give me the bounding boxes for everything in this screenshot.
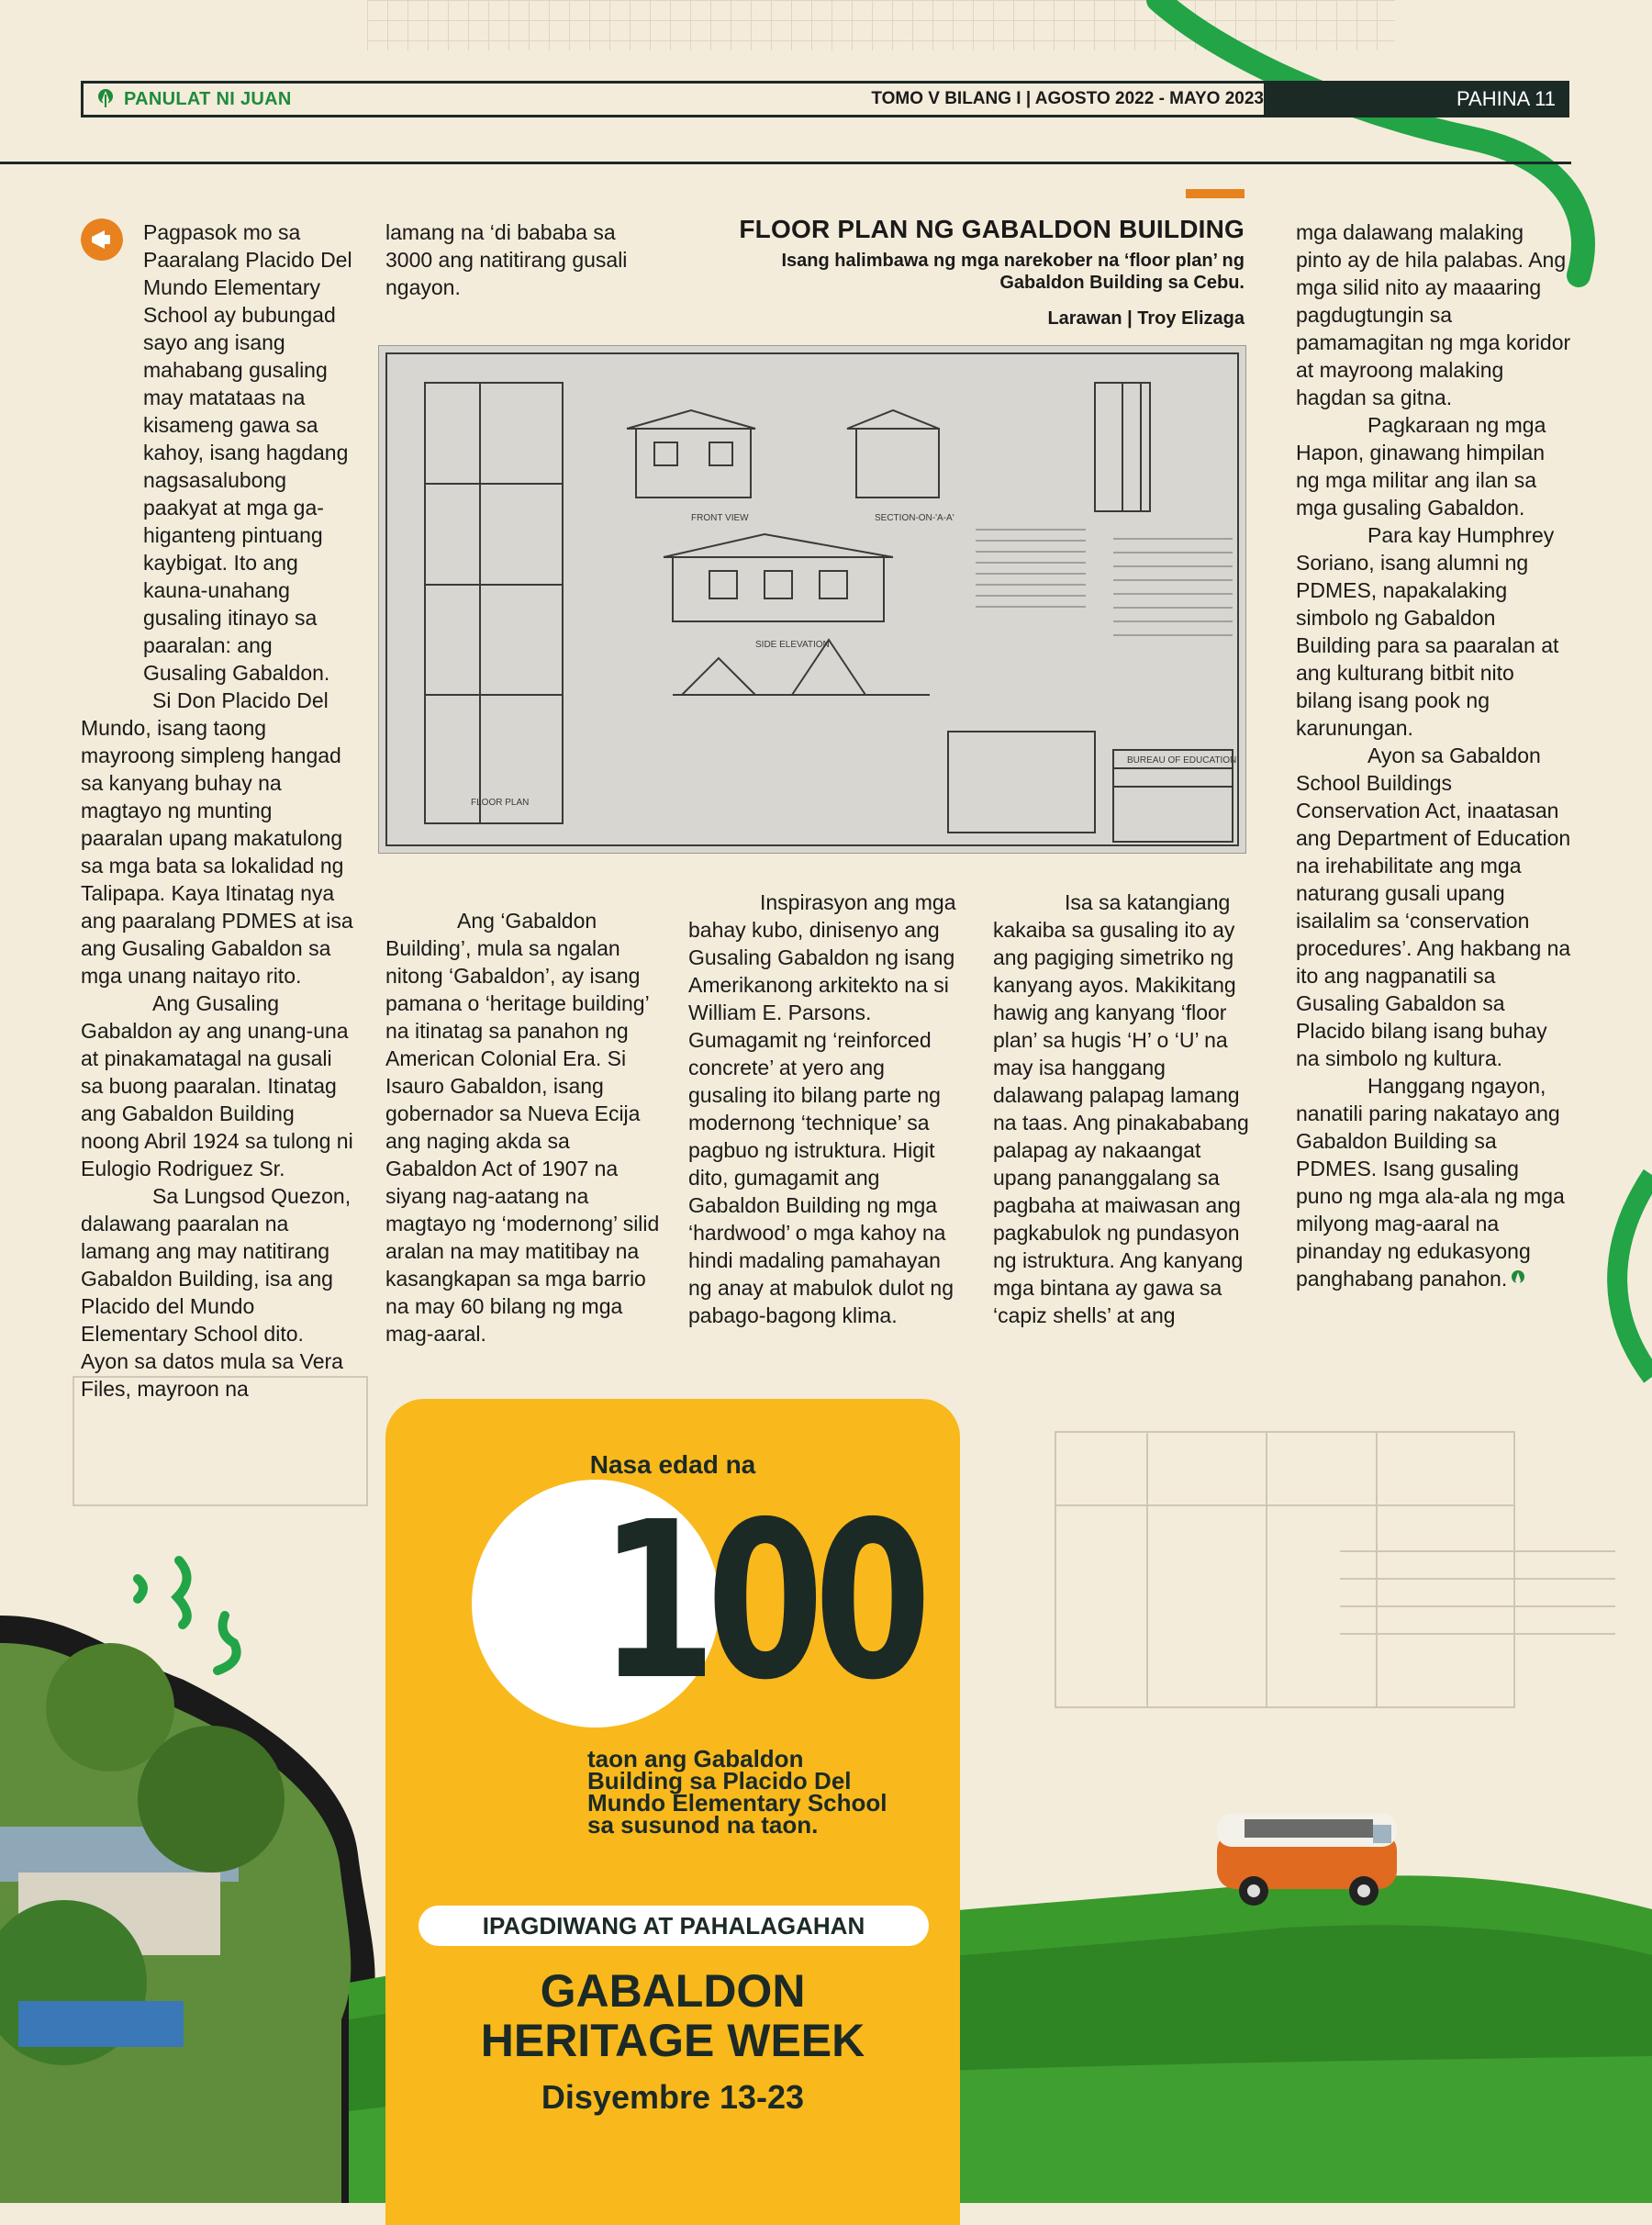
figure-subtitle: Isang halimbawa ng mga narekober na ‘floor plan’ ng Gabaldon Building sa Cebu. bbox=[781, 251, 1245, 293]
paragraph: Si Don Placido Del Mundo, isang taong mayroong simpleng hangad sa kanyang buhay na magtayo ng munting paaralan upang makatulong sa mga bata sa lokalidad ng Talipapa. Kaya Itinatag nya ang paaralang PDMES at isa ang Gusaling Gabaldon sa mga unang naitayo rito. bbox=[81, 688, 353, 988]
blueprint-label-front: FRONT VIEW bbox=[691, 513, 749, 523]
event-title bbox=[385, 1966, 960, 2065]
figure-title: FLOOR PLAN NG GABALDON BUILDING bbox=[739, 215, 1245, 243]
paragraph bbox=[1296, 1072, 1571, 1292]
blueprint-label-side: SIDE ELEVATION bbox=[755, 640, 830, 650]
paragraph: Ang ‘Gabaldon Building’, mula sa ngalan nitong ‘Gabaldon’, ay isang pamana o ‘heritage building’ na itinatag sa panahon ng American Colonial Era. Si Isauro Gabaldon, isang gobernador sa Nueva Ecija ang naging akda sa Gabaldon Act of 1907 na siyang nag-aatang na magtayo ng ‘modernong’ silid aralan na may matitibay na kasangkapan sa mga barrio na may 60 bilang ng mga mag-aaral. bbox=[385, 909, 660, 1346]
paragraph: Para kay Humphrey Soriano, isang alumni ng PDMES, napakalaking simbolo ng Gabaldon Building para sa paaralan at ang kulturang bitbit nito bilang isang pook ng karunungan. bbox=[1296, 523, 1559, 740]
promo-number: 100 bbox=[598, 1475, 922, 1727]
van-illustration bbox=[1208, 1805, 1410, 1915]
event-date: Disyembre 13-23 bbox=[541, 2078, 805, 2116]
closing-paragraph-text: Hanggang ngayon, nanatili paring nakatayo ang Gabaldon Building sa PDMES. Isang gusaling puno ng mga ala-ala ng mga milyong mag-aaral na pinanday ng edukasyong panghabang panahon. bbox=[1296, 1074, 1565, 1291]
paragraph: Ang Gusaling Gabaldon ay ang unang-una at pinakamatagal na gusali sa buong paaralan. Itinatag ang Gabaldon Building noong Abril 1924 sa tulong ni Eulogio Rodriguez Sr. bbox=[81, 991, 353, 1180]
photo-credit: Larawan | Troy Elizaga bbox=[1047, 308, 1245, 329]
event-title-line-1: GABALDON bbox=[540, 1965, 806, 2017]
header-rule bbox=[0, 162, 1571, 164]
article-column-4 bbox=[993, 889, 1259, 1329]
paragraph: Sa Lungsod Quezon, dalawang paaralan na lamang ang may natitirang Gabaldon Building, isa ang Placido del Mundo Elementary School dito. Ayon sa datos mula sa Vera Files, mayroon na bbox=[81, 1184, 352, 1401]
promo-pill: IPAGDIWANG AT PAHALAGAHAN bbox=[419, 1906, 929, 1946]
article-column-1 bbox=[81, 218, 356, 1403]
event-title-line-2: HERITAGE WEEK bbox=[480, 2015, 865, 2066]
paragraph: Ayon sa Gabaldon School Buildings Conservation Act, inaatasan ang Department of Education na irehabilitate ang mga naturang gusali upang isailalim sa ‘conservation procedures’. Ang hakbang na ito ang nagpanatili sa Gusaling Gabaldon sa Placido bilang isang buhay na simbolo ng kultura. bbox=[1296, 744, 1571, 1070]
brand bbox=[96, 87, 292, 111]
pen-nib-icon bbox=[96, 87, 115, 111]
paragraph: mga dalawang malaking pinto ay de hila palabas. Ang mga silid nito ay maaaring pagdugtungin sa pamamagitan ng mga koridor at mayroong malaking hagdan sa gitna. bbox=[1296, 220, 1571, 409]
paragraph: Pagkaraan ng mga Hapon, ginawang himpilan ng mga militar ang ilan sa mga gusaling Gabaldon. bbox=[1296, 413, 1546, 520]
article-column-5 bbox=[1296, 218, 1571, 1292]
article-column-2-top bbox=[385, 218, 652, 301]
paragraph: Pagpasok mo sa Paaralang Placido Del Mundo Elementary School ay bubungad sayo ang isang mahabang gusaling may matataas na kisameng gawa sa kahoy, isang hagdang nagsasalubong paakyat at mga ga-higanteng pintuang kaybigat. Ito ang kauna-unahang gusaling itinayo sa paaralan: ang Gusaling Gabaldon. bbox=[143, 220, 352, 685]
pen-nib-end-mark-icon bbox=[1511, 1269, 1525, 1290]
article-column-3 bbox=[688, 889, 964, 1329]
promo-caption: taon ang Gabaldon Building sa Placido Del Mundo Elementary School sa susunod na taon. bbox=[587, 1745, 887, 1839]
article-column-2 bbox=[385, 907, 661, 1347]
paragraph: lamang na ‘di bababa sa 3000 ang natitirang gusali ngayon. bbox=[385, 220, 628, 299]
blueprint-label-section: SECTION-ON-'A-A' bbox=[875, 513, 954, 523]
issue-info: TOMO V BILANG I | AGOSTO 2022 - MAYO 2023 bbox=[871, 89, 1264, 108]
publication-name: PANULAT NI JUAN bbox=[124, 88, 292, 109]
paragraph: Isa sa katangiang kakaiba sa gusaling ito ay ang pagiging simetriko ng kanyang ayos. Makikitang hawig ang kanyang ‘floor plan’ sa hugis ‘H’ o ‘U’ na may isa hanggang dalawang palapag lamang na taas. Ang pinakababang palapag ay nakaangat upang pananggalang sa pagbaha at maiwasan ang pagkabulok ng pundasyon ng istruktura. Ang kanyang mga bintana ay gawa sa ‘capiz shells’ at ang bbox=[993, 890, 1249, 1327]
blueprint-label-bureau: BUREAU OF EDUCATION bbox=[1127, 755, 1237, 766]
blueprint-drawing bbox=[379, 346, 1245, 853]
accent-dash bbox=[1186, 189, 1245, 198]
blueprint-label-floor: FLOOR PLAN bbox=[471, 798, 530, 808]
page-number: PAHINA 11 bbox=[1264, 84, 1567, 115]
blueprint-image bbox=[378, 345, 1246, 854]
running-header bbox=[81, 81, 1569, 117]
promo-lead: Nasa edad na bbox=[589, 1450, 756, 1479]
paragraph: Inspirasyon ang mga bahay kubo, dinisenyo ang Gusaling Gabaldon ng isang Amerikanong arkitekto na si William E. Parsons. Gumagamit ng ‘reinforced concrete’ at yero ang gusaling ito bilang parte ng modernong ‘technique’ sa pagbuo ng istruktura. Higit dito, gumagamit ang Gabaldon Building ng mga ‘hardwood’ o mga kahoy na hindi madaling pamahayan ng anay at mabulok dulot ng pabago-bagong klima. bbox=[688, 890, 956, 1327]
